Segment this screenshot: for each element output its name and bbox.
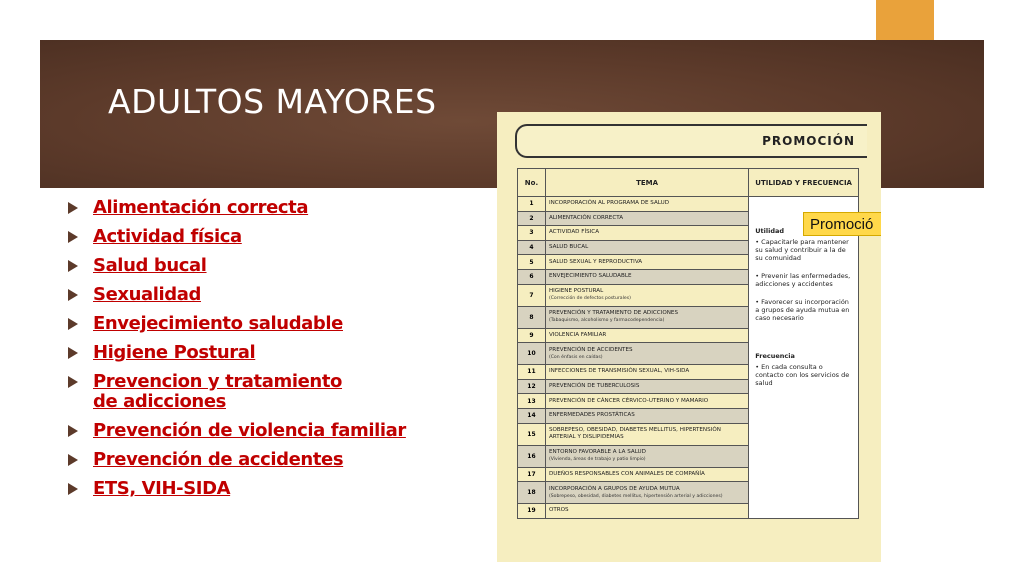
row-number: 9 xyxy=(518,328,546,343)
row-tema xyxy=(545,467,748,482)
row-number: 15 xyxy=(518,423,546,445)
row-tema-text: PREVENCIÓN DE CÁNCER CÉRVICO-UTERINO Y MAMARIO xyxy=(548,397,709,404)
row-tema xyxy=(545,211,748,226)
row-number: 4 xyxy=(518,240,546,255)
row-tema-text: SOBREPESO, OBESIDAD, DIABETES MELLITUS, HIPERTENSIÓN ARTERIAL Y DISLIPIDEMIAS xyxy=(548,427,721,441)
table-row xyxy=(518,197,859,212)
utilidad-content xyxy=(755,213,851,393)
row-tema-text: SALUD BUCAL xyxy=(548,244,589,251)
row-number: 14 xyxy=(518,408,546,423)
promotion-header xyxy=(515,124,867,158)
triangle-bullet-icon xyxy=(68,483,78,495)
row-tema-text: PREVENCIÓN DE ACCIDENTES xyxy=(548,346,633,353)
row-tema-text: DUEÑOS RESPONSABLES CON ANIMALES DE COMPAÑÍA xyxy=(548,470,705,477)
triangle-bullet-icon xyxy=(68,347,78,359)
row-number: 10 xyxy=(518,343,546,365)
triangle-bullet-icon xyxy=(68,318,78,330)
row-tema xyxy=(545,240,748,255)
row-tema-subtext: (Corrección de defectos posturales) xyxy=(548,296,631,302)
bullet-item[interactable]: Higiene Postural xyxy=(66,343,486,363)
row-tema xyxy=(545,255,748,270)
row-tema-text: PREVENCIÓN Y TRATAMIENTO DE ADICCIONES xyxy=(548,310,678,317)
row-number: 19 xyxy=(518,504,546,519)
bullet-item[interactable]: Alimentación correcta xyxy=(66,198,486,218)
row-tema-text: VIOLENCIA FAMILIAR xyxy=(548,331,607,338)
utilidad-item: • Prevenir las enfermedades, adicciones y accidentes xyxy=(755,272,851,288)
bullet-item[interactable]: Prevencion y tratamiento de adicciones xyxy=(66,372,366,412)
table-body xyxy=(518,197,859,519)
triangle-bullet-icon xyxy=(68,425,78,437)
utilidad-item: • Favorecer su incorporación a grupos de ayuda mutua en caso necesario xyxy=(755,298,850,322)
row-tema-text: SALUD SEXUAL Y REPRODUCTIVA xyxy=(548,258,643,265)
row-tema-text: ENVEJECIMIENTO SALUDABLE xyxy=(548,273,632,280)
triangle-bullet-icon xyxy=(68,202,78,214)
row-tema-text: INFECCIONES DE TRANSMISIÓN SEXUAL, VIH-SIDA xyxy=(548,368,690,375)
col-util-header: UTILIDAD Y FRECUENCIA xyxy=(749,169,859,197)
row-number: 8 xyxy=(518,306,546,328)
row-tema xyxy=(545,365,748,380)
col-no-header: No. xyxy=(518,169,546,197)
triangle-bullet-icon xyxy=(68,289,78,301)
row-number: 17 xyxy=(518,467,546,482)
row-tema-subtext: (Tabaquismo, alcoholismo y farmacodependencia) xyxy=(548,318,665,324)
bullet-item[interactable]: Actividad física xyxy=(66,227,486,247)
row-tema-subtext: (Sobrepeso, obesidad, diabetes mellitus, hipertensión arterial y adicciones) xyxy=(548,493,723,499)
bullet-item[interactable]: Sexualidad xyxy=(66,285,486,305)
row-number: 13 xyxy=(518,394,546,409)
row-number: 5 xyxy=(518,255,546,270)
bullet-item[interactable]: Prevención de accidentes xyxy=(66,450,486,470)
triangle-bullet-icon xyxy=(68,376,78,388)
row-tema xyxy=(545,269,748,284)
row-tema-subtext: (Con énfasis en caídas) xyxy=(548,354,603,360)
triangle-bullet-icon xyxy=(68,231,78,243)
row-tema xyxy=(545,306,748,328)
triangle-bullet-icon xyxy=(68,454,78,466)
row-tema xyxy=(545,408,748,423)
row-number: 3 xyxy=(518,226,546,241)
row-tema xyxy=(545,423,748,445)
row-tema xyxy=(545,284,748,306)
row-tema-text: ENFERMEDADES PROSTÁTICAS xyxy=(548,412,635,419)
row-tema-text: ALIMENTACIÓN CORRECTA xyxy=(548,214,624,221)
bullet-item[interactable]: Salud bucal xyxy=(66,256,486,276)
bullet-item[interactable]: ETS, VIH-SIDA xyxy=(66,479,486,499)
row-tema xyxy=(545,197,748,212)
utilidad-item: • Capacitarle para mantener su salud y contribuir a la de su comunidad xyxy=(755,238,849,262)
row-tema xyxy=(545,226,748,241)
promocion-snippet: Promoció xyxy=(803,212,881,236)
row-number: 7 xyxy=(518,284,546,306)
row-tema-subtext: (Vivienda, áreas de trabajo y patio limpio) xyxy=(548,457,646,463)
row-tema xyxy=(545,379,748,394)
row-number: 12 xyxy=(518,379,546,394)
bullet-list xyxy=(66,198,486,508)
bullet-item[interactable]: Envejecimiento saludable xyxy=(66,314,486,334)
row-tema xyxy=(545,482,748,504)
row-tema-text: INCORPORACIÓN AL PROGRAMA DE SALUD xyxy=(548,200,670,207)
row-tema xyxy=(545,504,748,519)
row-tema-text: ACTIVIDAD FÍSICA xyxy=(548,229,600,236)
row-tema-text: PREVENCIÓN DE TUBERCULOSIS xyxy=(548,383,640,390)
triangle-bullet-icon xyxy=(68,260,78,272)
row-number: 16 xyxy=(518,445,546,467)
row-tema xyxy=(545,328,748,343)
frecuencia-item: • En cada consulta o contacto con los servicios de salud xyxy=(755,363,850,387)
row-tema xyxy=(545,445,748,467)
row-number: 1 xyxy=(518,197,546,212)
utilidad-title: Utilidad xyxy=(755,227,785,235)
row-tema-text: INCORPORACIÓN A GRUPOS DE AYUDA MUTUA xyxy=(548,485,680,492)
promotion-table-image xyxy=(497,112,881,562)
frecuencia-title: Frecuencia xyxy=(755,352,795,360)
row-tema xyxy=(545,343,748,365)
row-tema-text: HIGIENE POSTURAL xyxy=(548,288,604,295)
row-tema-text: ENTORNO FAVORABLE A LA SALUD xyxy=(548,449,646,456)
col-tema-header: TEMA xyxy=(545,169,748,197)
row-number: 6 xyxy=(518,269,546,284)
row-tema-text: OTROS xyxy=(548,507,569,514)
promotion-header-label: PROMOCIÓN xyxy=(762,134,855,148)
slide-title: ADULTOS MAYORES xyxy=(108,82,437,121)
row-number: 2 xyxy=(518,211,546,226)
row-number: 18 xyxy=(518,482,546,504)
bullet-item[interactable]: Prevención de violencia familiar xyxy=(66,421,486,441)
row-number: 11 xyxy=(518,365,546,380)
row-tema xyxy=(545,394,748,409)
utilidad-frecuencia-cell xyxy=(749,197,859,519)
